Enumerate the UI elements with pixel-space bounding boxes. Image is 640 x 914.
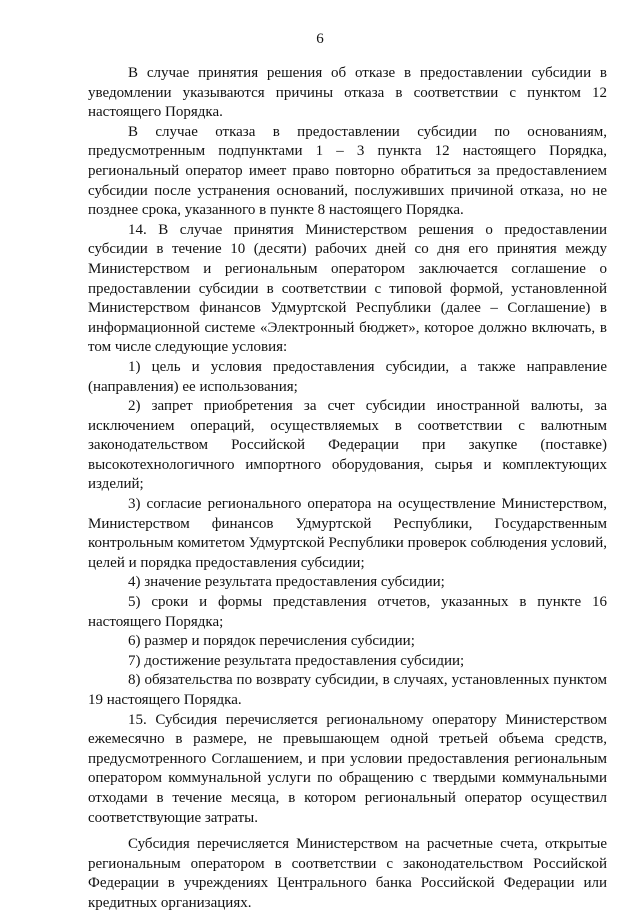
condition-4: 4) значение результата предоставления субсидии; [128,574,445,591]
condition-6: 6) размер и порядок перечисления субсидии; [128,633,415,650]
condition-3: 3) согласие регионального оператора на осуществление Министерством, Министерством финансов Удмуртской Республики, Государственным контрольным комитетом Удмуртской Республики проверок соблюдения условий, целей и порядка предоставления субсидии; [88,496,607,571]
condition-2: 2) запрет приобретения за счет субсидии иностранной валюты, за исключением операций, осуществляемых в соответствии с валютным законодательством Российской Федерации при закупке (поставке) высокотехнологичного импортного оборудования, сырья и комплектующих изделий; [88,398,607,493]
paragraph-repeat-application: В случае отказа в предоставлении субсидии по основаниям, предусмотренным подпунктами 1 – 3 пункта 12 настоящего Порядка, региональный оператор имеет право повторно обратиться за предоставлением субсидии после устранения оснований, послуживших причиной отказа, но не позднее срока, указанного в пункте 8 настоящего Порядка. [88,123,607,219]
paragraph-item-14: 14. В случае принятия Министерством решения о предоставлении субсидии в течение 10 (десяти) рабочих дней со дня его принятия между Министерством и региональным оператором заключается соглашение о предоставлении субсидии в соответствии с типовой формой, установленной Министерством финансов Удмуртской Республики (далее – Соглашение) в информационной системе «Электронный бюджет», которое должно включать, в том числе следующие условия: [88,221,607,356]
condition-1: 1) цель и условия предоставления субсидии, а также направление (направления) ее использования; [88,358,607,395]
document-body [88,64,607,914]
condition-5: 5) сроки и формы представления отчетов, указанных в пункте 16 настоящего Порядка; [88,594,607,630]
paragraph-refusal-reasons: В случае принятия решения об отказе в предоставлении субсидии в уведомлении указываются причины отказа в соответствии с пунктом 12 настоящего Порядка. [88,65,607,121]
condition-7: 7) достижение результата предоставления субсидии; [128,652,465,669]
paragraph-item-15: 15. Субсидия перечисляется региональному оператору Министерством ежемесячно в размере, не превышающем одной третьей объема средств, предусмотренного Соглашением, и при условии предоставления региональным оператором коммунальной услуги по обращению с твердыми коммунальными отходами в течение месяца, в котором региональный оператор осуществил соответствующие затраты. [88,711,607,826]
condition-8: 8) обязательства по возврату субсидии, в случаях, установленных пунктом 19 настоящего Порядка. [88,672,607,708]
page-number: 6 [316,31,324,47]
paragraph-transfer-accounts: Субсидия перечисляется Министерством на расчетные счета, открытые региональным оператором в соответствии с законодательством Российской Федерации в учреждениях Центрального банка Российской Федерации или кредитных организациях. [88,836,607,911]
